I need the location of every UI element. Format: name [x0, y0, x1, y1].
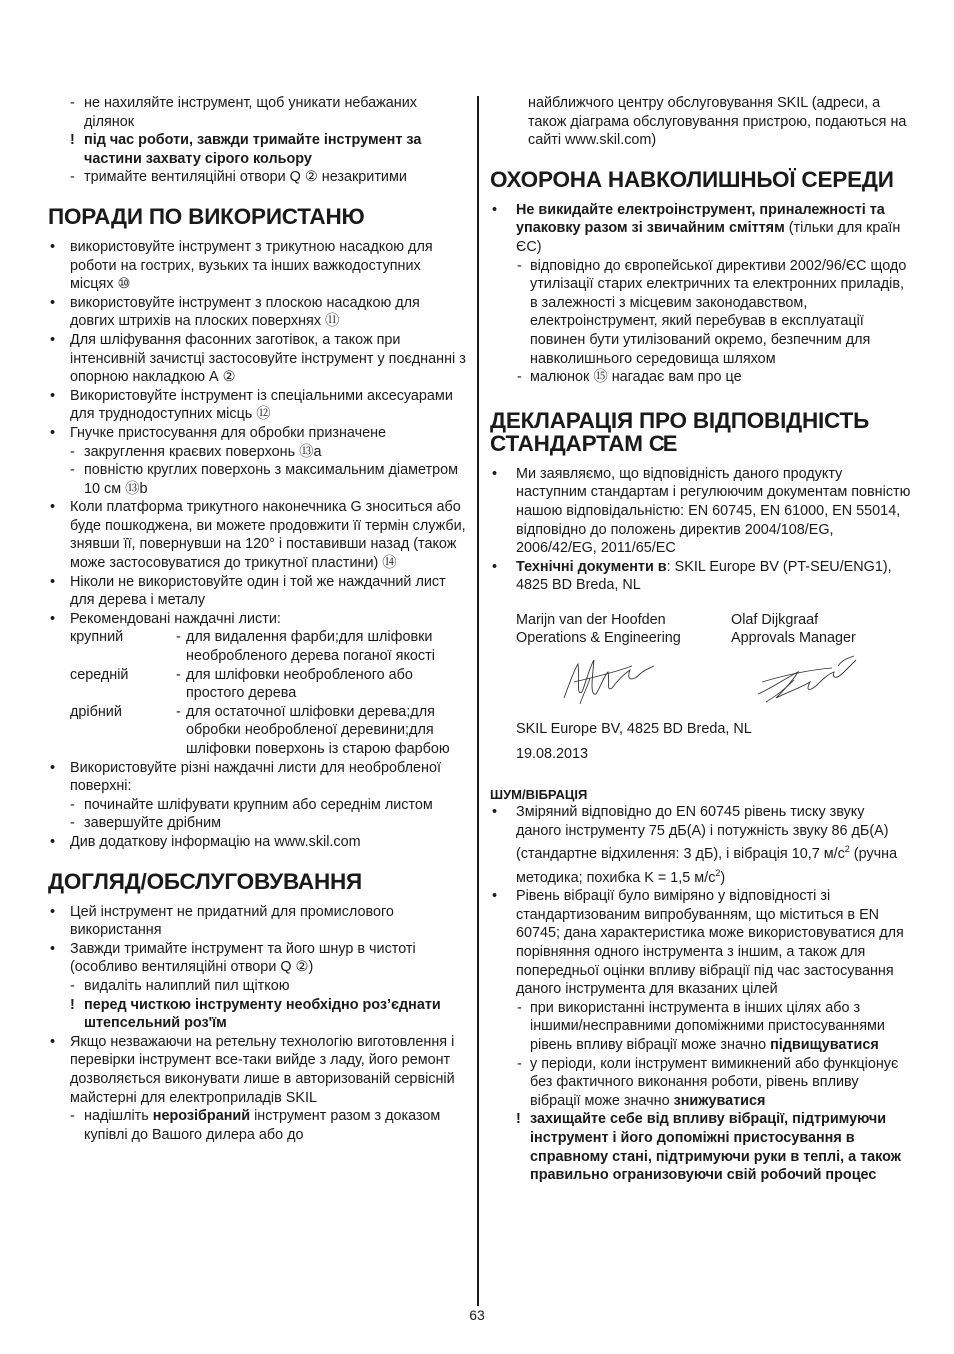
ce-mark-icon: CE	[648, 430, 676, 456]
list-item: • використовуйте інструмент з трикутною насадкою для роботи на гострих, вузьких та інших важкодоступних місцях ⑩	[48, 238, 468, 294]
list-item: • Використовуйте різні наждачні листи для необробленої поверхні:	[48, 759, 468, 796]
tips-heading: ПОРАДИ ПО ВИКОРИСТАНЮ	[48, 203, 365, 229]
signatory-title: Operations & Engineering	[516, 630, 681, 647]
list-item: - відповідно до європейської директиви 2002/96/ЄС щодо утилізації старих електричних та електронних приладів, в залежності з місцевим законодавством, електроінструмент, який перебував в експлуатації повинен бути утилізований окремо, безпечним для навколишнього середовища шляхом	[490, 257, 912, 369]
signature-icon	[560, 652, 660, 712]
care-heading: ДОГЛЯД/ОБСЛУГОВУВАННЯ	[48, 868, 363, 894]
superscript: 2	[844, 844, 850, 855]
text-fragment: (тільки для країн ЄС)	[516, 220, 901, 255]
text-fragment-bold: знижуватися	[673, 1092, 766, 1109]
warning-item: ! під час роботи, завжди тримайте інструмент за частини захвату сірого кольору	[48, 131, 468, 168]
list-item: - видаліть налиплий пил щіткою	[48, 977, 468, 996]
superscript: 2	[715, 867, 721, 878]
signatories	[490, 611, 912, 648]
grit-grade: крупний	[70, 629, 124, 646]
list-item	[490, 1055, 912, 1111]
text-fragment: )	[720, 869, 726, 886]
list-item: • Коли платформа трикутного наконечника G зноситься або буде пошкоджена, ви можете продовжити її термін служби, знявши її, повернувши на 120° і поставивши назад (також може застосовуватися до трикутної пластини) ⑭	[48, 498, 468, 572]
environment-heading: ОХОРОНА НАВКОЛИШНЬОЇ СЕРЕДИ	[490, 166, 894, 192]
grit-row	[48, 703, 468, 759]
right-column	[490, 94, 912, 1185]
list-item	[490, 201, 912, 257]
list-item: • Рекомендовані наждачні листи:	[48, 610, 468, 629]
text-fragment: : SKIL Europe BV (PT-SEU/ENG1), 4825 BD Breda, NL	[516, 558, 892, 594]
warning-item: ! захищайте себе від впливу вібрації, підтримуючи інструмент і його допоміжні пристосування в справному стані, підтримуючи руки в теплі, а також правильно огранизовуючи свій робочий процес	[490, 1110, 912, 1184]
text-fragment: Зміряний відповідно до EN 60745 рівень тиску звуку даного інструменту 75 дБ(А) і потужність звуку 86 дБ(А) (стандартне відхилення: 3 дБ), і вібрація 10,7 м/с	[516, 804, 889, 863]
declaration-heading-line1: ДЕКЛАРАЦІЯ ПРО ВІДПОВІДНІСТЬ	[490, 407, 870, 433]
list-item: - завершуйте дрібним	[48, 814, 468, 833]
grit-use: - для остаточної шліфовки дерева;для обробки необробленої деревини;для шліфовки поверхонь із старою фарбою	[176, 703, 468, 759]
company-address: SKIL Europe BV, 4825 BD Breda, NL	[516, 721, 752, 738]
list-item: - повністю круглих поверхонь з максимальним діаметром 10 см ⑬b	[48, 461, 468, 498]
list-item	[490, 999, 912, 1055]
list-item: • Для шліфування фасонних заготівок, а також при інтенсивній зачистці застосовуйте інструмент у поєднанні з опорною накладкою А ②	[48, 331, 468, 387]
continuation-text: найближчого центру обслуговування SKIL (адреси, а також діаграма обслуговування пристрою, подаються на сайті www.skil.com)	[528, 95, 907, 149]
grit-grade: середній	[70, 666, 129, 683]
list-item: • Використовуйте інструмент із спеціальними аксесуарами для труднодоступних місць ⑫	[48, 387, 468, 424]
signatory	[731, 611, 856, 648]
list-item: • Рівень вібрації було виміряно у відповідності зі стандартизованим випробуванням, що міститься в EN 60745; дана характеристика може використовуватися для порівняння одного інструмента з іншим, а також для попередньої оцінки впливу вібрації під час застосування даного інструмента для вказаних цілей	[490, 887, 912, 999]
list-item	[490, 558, 912, 595]
signatory-title: Approvals Manager	[731, 630, 856, 647]
text-fragment: у періоди, коли інструмент вимикнений або функціонує без фактичного виконання роботи, рівень впливу вібрації може значно	[530, 1055, 899, 1109]
text-fragment: інструмент разом з доказом купівлі до Вашого дилера або до	[84, 1108, 441, 1143]
declaration-heading	[490, 409, 912, 455]
grit-use: - для шліфовки необробленого або простого дерева	[176, 666, 468, 703]
text-fragment-bold: нерозібраний	[152, 1108, 251, 1125]
left-column	[48, 94, 468, 1144]
list-item: - не нахиляйте інструмент, щоб уникати небажаних ділянок	[48, 94, 468, 131]
text-fragment-bold: підвищуватися	[770, 1036, 879, 1053]
grit-row	[48, 628, 468, 665]
list-item: • Якщо незважаючи на ретельну технологію виготовлення і перевірки інструмент все-таки вийде з ладу, його ремонт дозволяється виконувати лише в авторизованій сервісній майстерні для електроприладів SKIL	[48, 1033, 468, 1107]
list-item: - малюнок ⑮ нагадає вам про це	[490, 368, 912, 387]
grit-grade: дрібний	[70, 703, 122, 720]
signatory-name: Olaf Dijkgraaf	[731, 611, 819, 628]
list-item: • Ми заявляємо, що відповідність даного продукту наступним стандартам і регулюючим документам повністю нашою відповідальністю: EN 60745, EN 61000, EN 55014, відповідно до положень директив 2004/108/EG, 2006/42/EG, 2011/65/EC	[490, 465, 912, 558]
text-fragment: надішліть	[84, 1108, 153, 1125]
list-item: - тримайте вентиляційні отвори Q ② незакритими	[48, 168, 468, 187]
list-item	[48, 1107, 468, 1144]
signatory-name: Marijn van der Hoofden	[516, 611, 666, 628]
list-item: • Ніколи не використовуйте один і той же наждачний лист для дерева і металу	[48, 573, 468, 610]
signatory	[516, 611, 731, 648]
declaration-heading-line2: СТАНДАРТАМ	[490, 430, 643, 456]
list-item	[490, 803, 912, 887]
grit-use: - для видалення фарби;для шліфовки необробленого дерева поганої якості	[176, 628, 468, 665]
list-item: • Гнучке пристосування для обробки призначене	[48, 424, 468, 443]
list-item: • Завжди тримайте інструмент та його шнур в чистоті (особливо вентиляційні отвори Q ②)	[48, 940, 468, 977]
signatures-area	[516, 648, 912, 720]
text-fragment-bold: Технічні документи в	[516, 558, 667, 575]
signature-icon	[752, 652, 862, 712]
list-item: • використовуйте інструмент з плоскою насадкою для довгих штрихів на плоских поверхнях ⑪	[48, 294, 468, 331]
grit-row	[48, 666, 468, 703]
warning-item: ! перед чисткою інструменту необхідно роз’єднати штепсельний роз'їм	[48, 996, 468, 1033]
noise-heading: ШУМ/ВІБРАЦІЯ	[490, 787, 588, 803]
text-fragment: (ручна методика; похибка K = 1,5 м/с	[516, 846, 898, 886]
page-number: 63	[469, 1307, 485, 1323]
text-fragment-bold: Не викидайте електроінструмент, приналежності та упаковку разом зі звичайним сміттям	[516, 201, 885, 237]
list-item: • Цей інструмент не придатний для промислового використання	[48, 903, 468, 940]
list-item: - починайте шліфувати крупним або середнім листом	[48, 796, 468, 815]
list-item: - закруглення краєвих поверхонь ⑬a	[48, 443, 468, 462]
text-fragment: при використанні інструмента в інших цілях або з іншими/несправними допоміжними пристосуваннями рівень впливу вібрації може значно	[530, 999, 885, 1053]
column-divider	[477, 96, 479, 1306]
list-item: • Див додаткову інформацію на www.skil.com	[48, 833, 468, 852]
date: 19.08.2013	[516, 745, 589, 762]
